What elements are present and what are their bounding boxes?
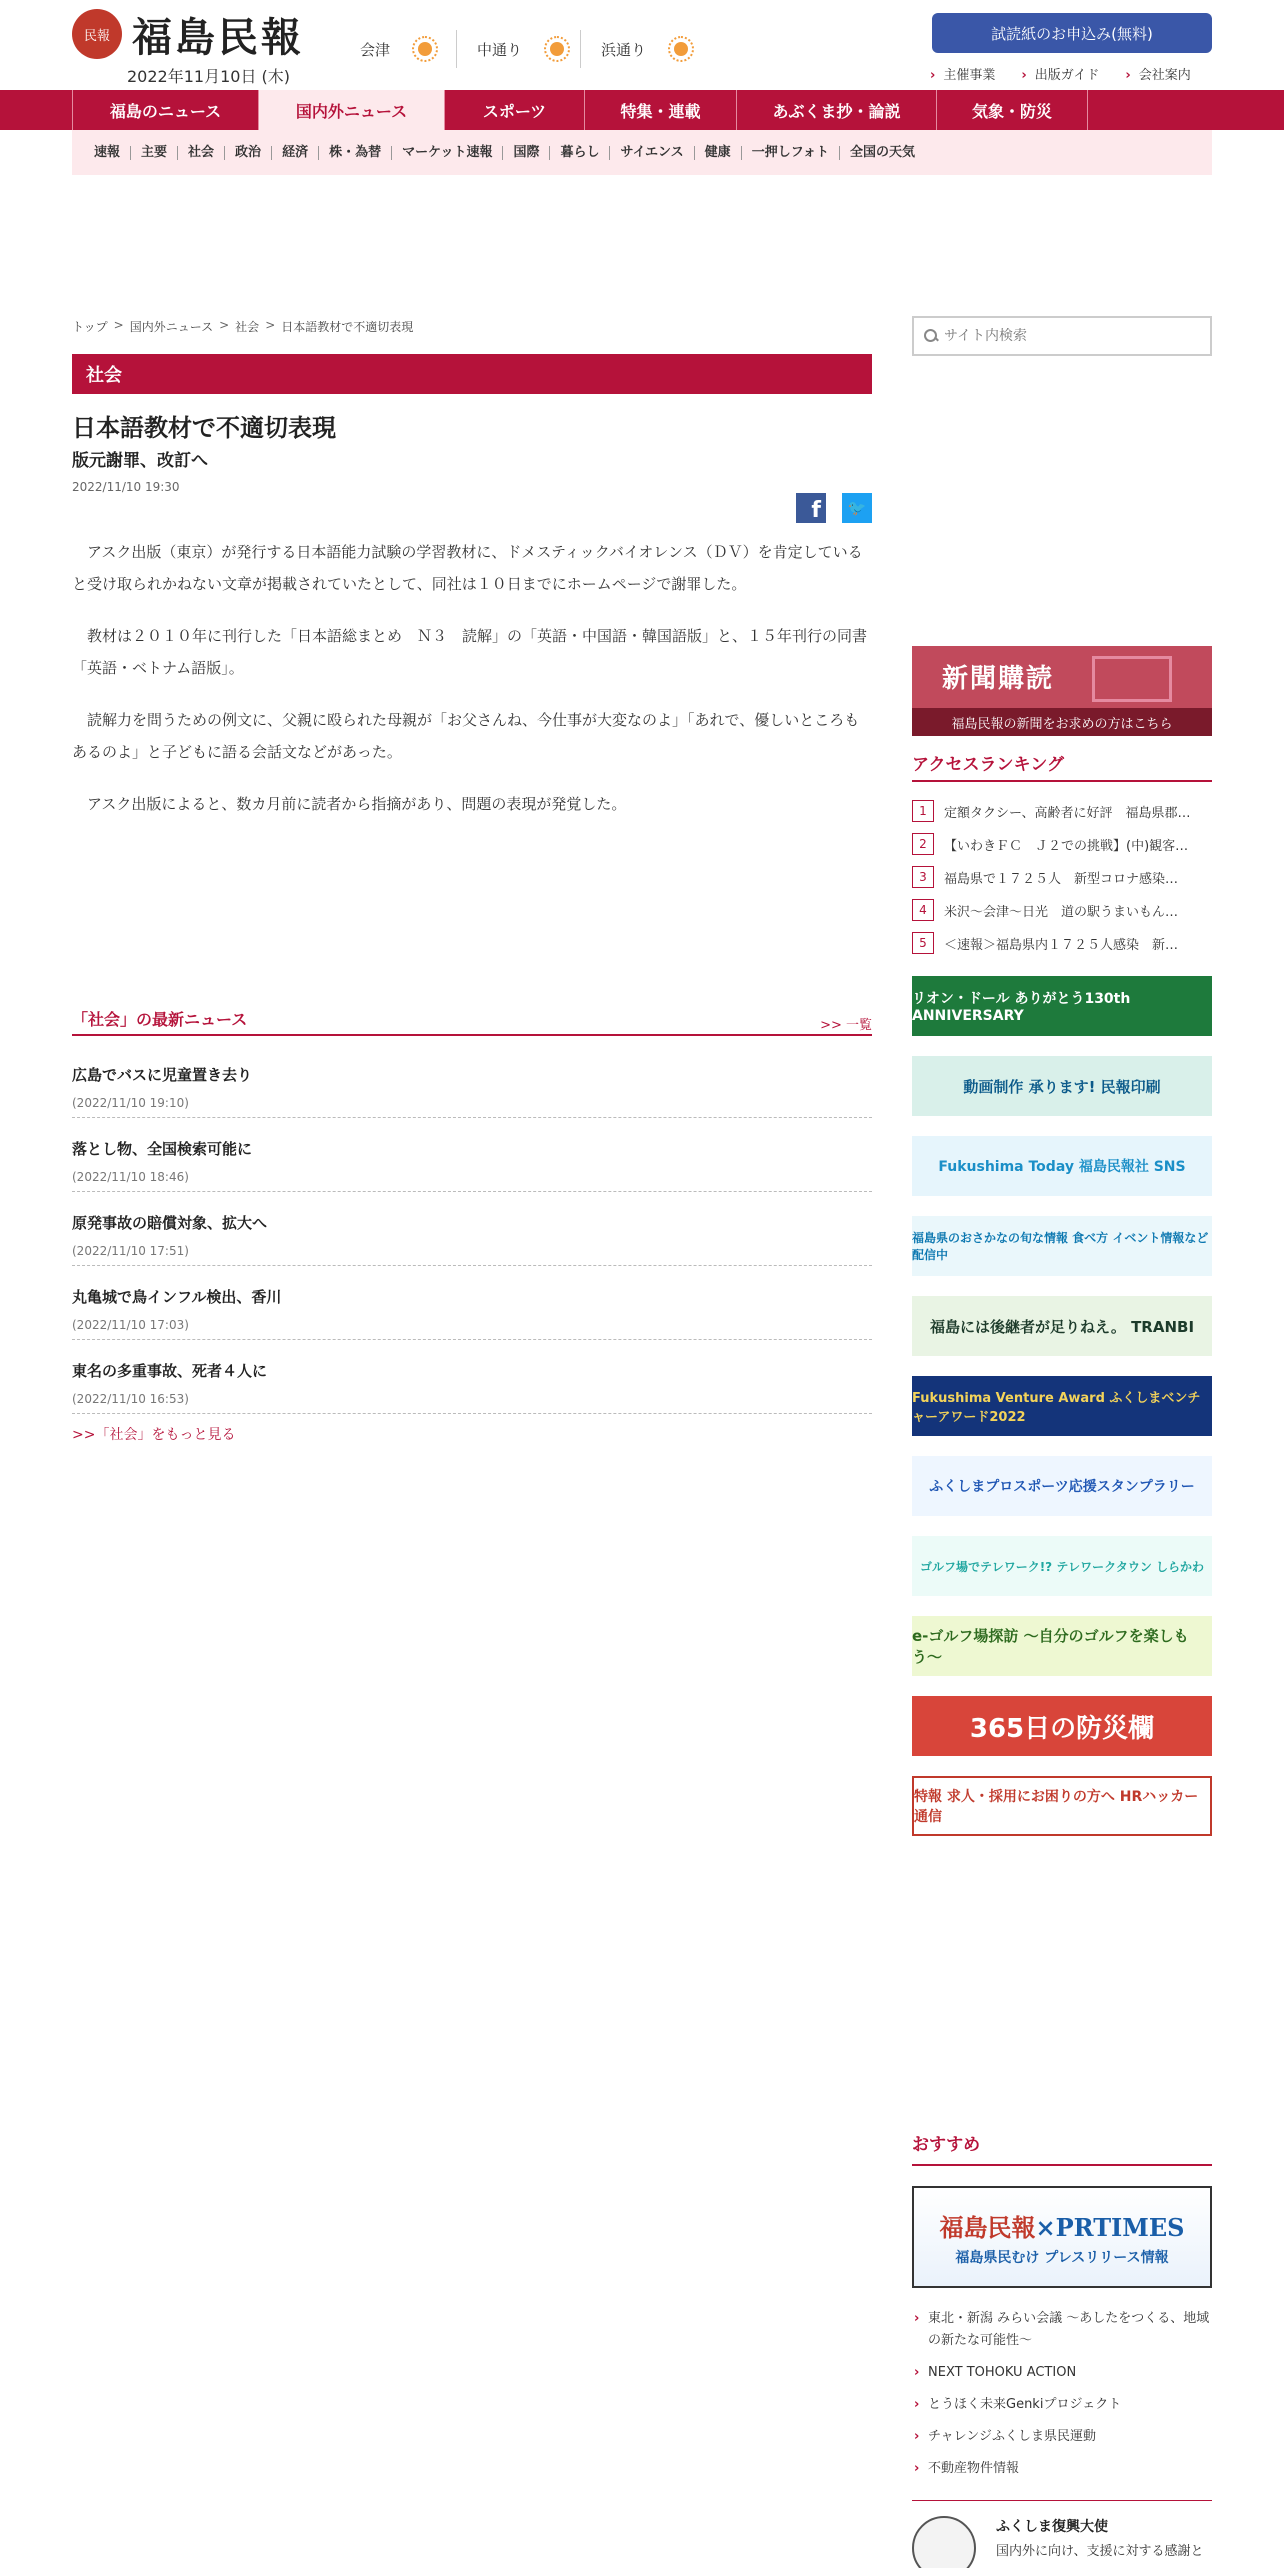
search-icon [924, 329, 938, 343]
rank-number: 5 [912, 932, 934, 954]
site-search [912, 316, 1212, 356]
subnav-item[interactable]: 社会 [177, 146, 224, 160]
news-date: (2022/11/10 17:51) [72, 1244, 189, 1258]
ad-banner-tranbi[interactable]: 福島には後継者が足りねえ。 TRANBI [912, 1296, 1212, 1356]
news-title[interactable]: 広島でバスに児童置き去り [72, 1066, 253, 1084]
news-list-item[interactable] [72, 1340, 872, 1414]
pr-banner-caption: 福島県民むけ プレスリリース情報 [955, 2249, 1169, 2266]
article-datetime: 2022/11/10 19:30 [72, 480, 180, 494]
rank-number: 4 [912, 899, 934, 921]
ranking-item[interactable] [912, 866, 1212, 888]
trial-subscription-button[interactable]: 試読紙のお申込み(無料) [932, 13, 1212, 53]
news-title[interactable]: 丸亀城で鳥インフル検出、香川 [72, 1288, 282, 1306]
subnav-item[interactable]: 株・為替 [318, 146, 391, 160]
nav-abukuma-editorial[interactable]: あぶくま抄・論説 [736, 90, 936, 130]
ambassador-description: 国内外に向け、支援に対する感謝と [996, 2544, 1204, 2559]
logo-mark: 民報 [72, 9, 122, 59]
rank-number: 3 [912, 866, 934, 888]
subscribe-title: 新聞購読 [942, 664, 1055, 694]
weather-nakadori[interactable] [456, 30, 592, 68]
ad-banner-fukushima-today[interactable]: Fukushima Today 福島民報社 SNS [912, 1136, 1212, 1196]
ad-banner-disaster-column[interactable]: 365日の防災欄 [912, 1696, 1212, 1756]
breadcrumb-category[interactable]: 国内外ニュース [129, 320, 214, 334]
subnav-item[interactable]: マーケット速報 [391, 146, 502, 160]
breadcrumb-separator: > [265, 318, 276, 332]
recommend-link[interactable]: › 不動産物件情報 [912, 2458, 1212, 2480]
newspaper-subscribe-banner[interactable] [912, 646, 1212, 736]
ranking-item[interactable] [912, 932, 1212, 954]
subnav-item[interactable]: 暮らし [549, 146, 609, 160]
weather-region: 中通り [477, 40, 523, 59]
sub-nav [72, 130, 1212, 175]
logo-text: 福島民報 [132, 13, 304, 61]
pr-times-banner[interactable] [912, 2186, 1212, 2288]
ad-banner-fish-info[interactable]: 福島県のおさかなの旬な情報 食べ方 イベント情報など配信中 [912, 1216, 1212, 1276]
twitter-share-icon[interactable]: 🐦 [842, 493, 872, 523]
article-paragraph: アスク出版（東京）が発行する日本語能力試験の学習教材に、ドメスティックバイオレンス（ＤＶ）を肯定していると受け取られかねない文章が掲載されていたとして、同社は１０日までにホームページで謝罪した。 [72, 543, 863, 593]
breadcrumb-subcategory[interactable]: 社会 [235, 320, 260, 334]
news-date: (2022/11/10 17:03) [72, 1318, 189, 1332]
util-link-company[interactable]: › 会社案内 [1125, 64, 1190, 83]
breadcrumb-separator: > [113, 318, 124, 332]
news-list-item[interactable] [72, 1192, 872, 1266]
subnav-item[interactable]: 健康 [694, 146, 741, 160]
ranking-title[interactable]: ＜速報＞福島県内１７２５人感染 新… [944, 937, 1179, 953]
pr-banner-title: 福島民報×PRTIMES [939, 2212, 1185, 2242]
subnav-item[interactable]: 一押しフォト [741, 146, 839, 160]
latest-news-list-link[interactable]: >> 一覧 [820, 1017, 872, 1033]
util-link-events[interactable]: › 主催事業 [930, 64, 995, 83]
sun-icon [666, 34, 696, 64]
ad-banner-telework-shirakawa[interactable]: ゴルフ場でテレワーク!? テレワークタウン しらかわ [912, 1536, 1212, 1596]
recommend-link[interactable]: › 東北・新潟 みらい会議 〜あしたをつくる、地域の新たな可能性〜 [912, 2308, 1212, 2352]
recommend-heading: おすすめ [912, 2130, 1212, 2166]
weather-aizu[interactable] [340, 30, 460, 68]
news-title[interactable]: 落とし物、全国検索可能に [72, 1140, 253, 1158]
recommend-link[interactable]: › チャレンジふくしま県民運動 [912, 2426, 1212, 2448]
ambassador-title[interactable]: ふくしま復興大使 [996, 2519, 1108, 2535]
weather-region: 浜通り [601, 40, 647, 59]
article-paragraph: 教材は２０１０年に刊行した「日本語総まとめ Ｎ３ 読解」の「英語・中国語・韓国語版」と、１５年刊行の同書「英語・ベトナム語版」。 [72, 627, 868, 677]
latest-news-header [72, 1002, 872, 1036]
article-category: 社会 [72, 354, 872, 394]
ranking-item[interactable] [912, 800, 1212, 822]
news-title[interactable]: 原発事故の賠償対象、拡大へ [72, 1214, 268, 1232]
breadcrumb-top[interactable]: トップ [72, 320, 108, 334]
subscribe-caption: 福島民報の新聞をお求めの方はこちら [912, 708, 1212, 736]
utility-links [930, 64, 1191, 83]
site-logo[interactable] [72, 10, 322, 61]
subnav-item[interactable]: 経済 [271, 146, 318, 160]
ad-banner-riondor[interactable]: リオン・ドール ありがとう130th ANNIVERSARY [912, 976, 1212, 1036]
subnav-item[interactable]: 全国の天気 [839, 146, 925, 160]
news-title[interactable]: 東名の多重事故、死者４人に [72, 1362, 268, 1380]
news-list-item[interactable] [72, 1266, 872, 1340]
rank-number: 2 [912, 833, 934, 855]
news-list-item[interactable] [72, 1118, 872, 1192]
recommend-link[interactable]: › とうほく未来Genkiプロジェクト [912, 2394, 1212, 2416]
subnav-item[interactable]: 国際 [502, 146, 549, 160]
ad-banner-video-production[interactable]: 動画制作 承ります! 民報印刷 [912, 1056, 1212, 1116]
article-paragraph: アスク出版によると、数カ月前に読者から指摘があり、問題の表現が発覚した。 [87, 795, 627, 813]
news-list-item[interactable] [72, 1044, 872, 1118]
ranking-title[interactable]: 定額タクシー、高齢者に好評 福島県郡… [944, 805, 1191, 821]
ranking-heading: アクセスランキング [912, 750, 1212, 782]
ambassador-logo-icon[interactable] [912, 2516, 976, 2568]
ranking-item[interactable] [912, 899, 1212, 921]
ranking-title[interactable]: 米沢〜会津〜日光 道の駅うまいもん… [944, 904, 1179, 920]
facebook-share-icon[interactable]: f [796, 493, 826, 523]
ranking-title[interactable]: 福島県で１７２５人 新型コロナ感染… [944, 871, 1179, 887]
sun-icon [410, 34, 440, 64]
ad-banner-venture-award[interactable]: Fukushima Venture Award ふくしまベンチャーアワード2022 [912, 1376, 1212, 1436]
article-subtitle: 版元謝罪、改訂へ [72, 451, 208, 471]
article-paragraph: 読解力を問うための例文に、父親に殴られた母親が「お父さんね、今仕事が大変なのよ」「あれで、優しいところもあるのよ」と子どもに語る会話文などがあった。 [72, 711, 860, 761]
breadcrumb-separator: > [219, 318, 230, 332]
search-input[interactable] [944, 328, 1184, 344]
subnav-item[interactable]: 政治 [224, 146, 271, 160]
subnav-item[interactable]: サイエンス [609, 146, 693, 160]
latest-news-heading: 「社会」の最新ニュース [72, 1009, 248, 1029]
ad-banner-stamp-rally[interactable]: ふくしまプロスポーツ応援スタンプラリー [912, 1456, 1212, 1516]
nav-features[interactable]: 特集・連載 [584, 90, 736, 130]
weather-hamadori[interactable] [580, 30, 716, 68]
breadcrumb [72, 318, 413, 335]
rank-number: 1 [912, 800, 934, 822]
ad-banner-hr-hacker[interactable]: 特報 求人・採用にお困りの方へ HRハッカー通信 [912, 1776, 1212, 1836]
recommend-link[interactable]: › NEXT TOHOKU ACTION [912, 2362, 1212, 2384]
nav-fukushima-news[interactable]: 福島のニュース [72, 90, 258, 130]
ad-banner-egolf[interactable]: e-ゴルフ場探訪 〜自分のゴルフを楽しもう〜 [912, 1616, 1212, 1676]
ranking-item[interactable] [912, 833, 1212, 855]
news-date: (2022/11/10 18:46) [72, 1170, 189, 1184]
sun-icon [542, 34, 572, 64]
ranking-title[interactable]: 【いわきＦＣ Ｊ２での挑戦】(中)観客… [944, 838, 1189, 854]
subnav-item[interactable]: 速報 [94, 144, 121, 160]
util-link-publishing[interactable]: › 出版ガイド [1021, 64, 1099, 83]
subnav-item[interactable]: 主要 [130, 146, 177, 160]
more-category-link[interactable]: >>「社会」をもっと見る [72, 1427, 236, 1443]
divider [912, 2500, 1212, 2501]
news-date: (2022/11/10 19:10) [72, 1096, 189, 1110]
building-icon [1092, 656, 1172, 702]
article-title: 日本語教材で不適切表現 [72, 414, 336, 442]
nav-sports[interactable]: スポーツ [444, 90, 584, 130]
news-date: (2022/11/10 16:53) [72, 1392, 189, 1406]
current-date: 2022年11月10日 (木) [127, 67, 291, 86]
weather-region: 会津 [360, 40, 391, 59]
breadcrumb-current: 日本語教材で不適切表現 [281, 320, 414, 334]
nav-weather-disaster[interactable]: 気象・防災 [936, 90, 1088, 130]
main-nav [72, 90, 1212, 130]
nav-domestic-intl-news[interactable]: 国内外ニュース [258, 90, 444, 130]
